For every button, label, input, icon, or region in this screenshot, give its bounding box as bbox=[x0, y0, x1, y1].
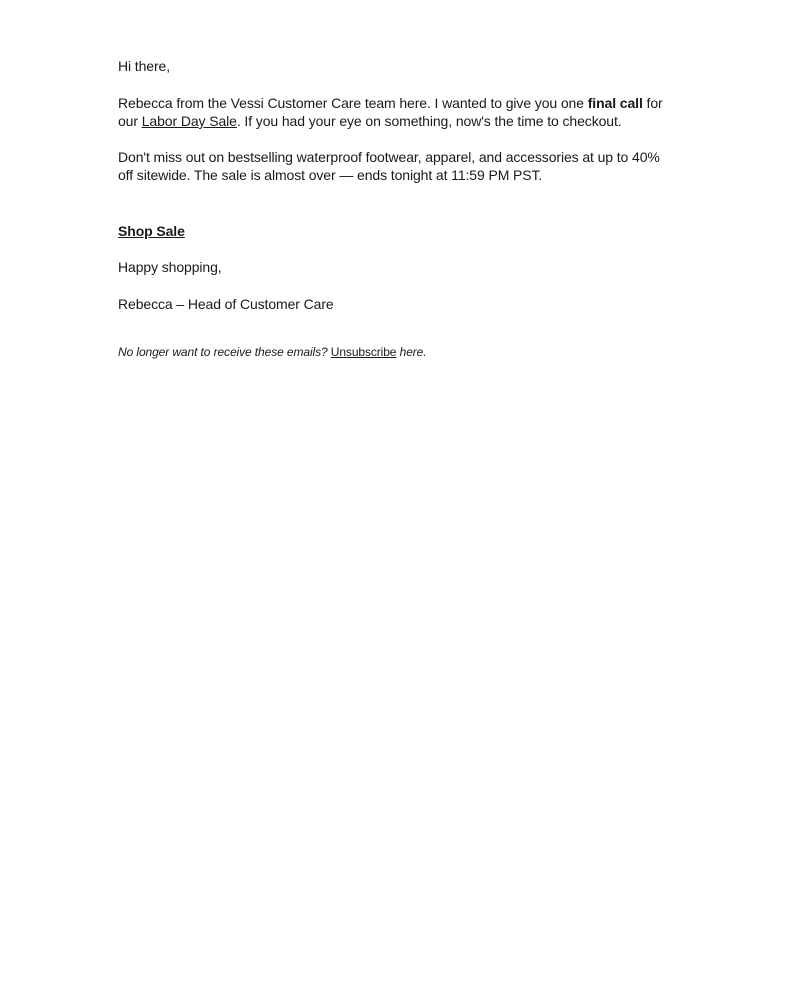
final-call-text: final call bbox=[587, 94, 643, 111]
signoff: Happy shopping, bbox=[118, 259, 222, 275]
greeting: Hi there, bbox=[118, 58, 171, 74]
footer-prefix: No longer want to receive these emails? bbox=[118, 345, 328, 359]
unsubscribe-link[interactable]: Unsubscribe bbox=[330, 345, 397, 359]
shop-sale-row bbox=[118, 222, 678, 241]
intro-text: Rebecca from the Vessi Customer Care team here. I wanted to give you one bbox=[118, 94, 588, 111]
intro-mid-text: for our bbox=[118, 94, 663, 129]
labor-day-sale-link[interactable]: Labor Day Sale bbox=[141, 113, 237, 129]
shop-sale-link[interactable]: Shop Sale bbox=[118, 222, 185, 239]
footer-suffix: here. bbox=[399, 345, 427, 359]
unsubscribe-footer bbox=[118, 344, 678, 360]
sale-paragraph: Don't miss out on bestselling waterproof footwear, apparel, and accessories at up to 40% off sitewide. The sale is almost over — ends tonight at 11:59 PM PST. bbox=[118, 148, 660, 183]
intro-paragraph bbox=[118, 94, 678, 131]
signature: Rebecca – Head of Customer Care bbox=[118, 295, 334, 312]
intro-end-text: . If you had your eye on something, now's the time to checkout. bbox=[236, 113, 622, 129]
email-body bbox=[118, 57, 678, 360]
